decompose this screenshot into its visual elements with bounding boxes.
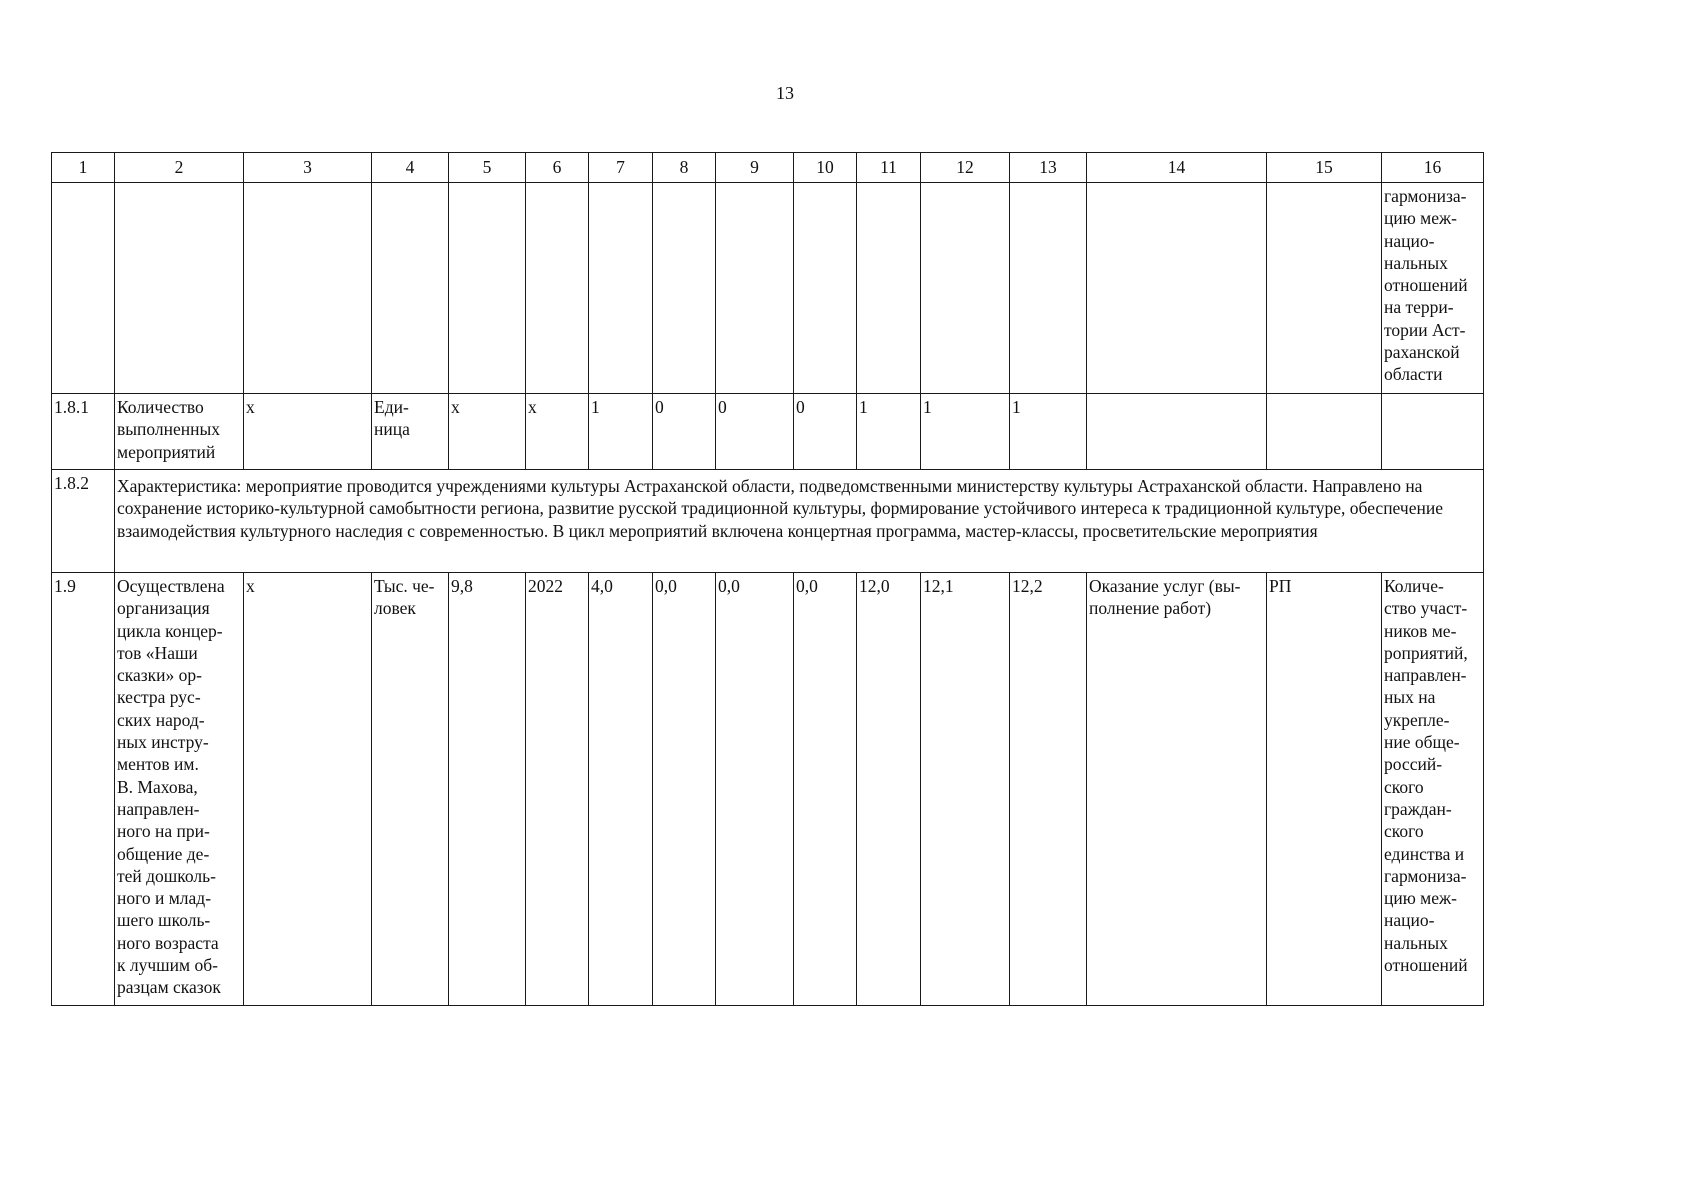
cell-col-6: x [526, 394, 589, 470]
cell-col-15 [1267, 394, 1382, 470]
indicator-name: Количество выполненных мероприятий [115, 394, 244, 470]
header-cell-1: 1 [52, 153, 115, 183]
cell-col-16 [1382, 394, 1484, 470]
cont-cell-2 [115, 183, 244, 394]
row-number: 1.8.1 [52, 394, 115, 470]
cell-col-13: 1 [1010, 394, 1087, 470]
cont-cell-11 [857, 183, 921, 394]
header-cell-11: 11 [857, 153, 921, 183]
indicator-name: Осуществлена организация цикла концер- тов «Наши сказки» ор- кестра рус- ских народ- ных инстру- ментов им. В. Махова, направлен- ного на при- общение де- тей дошколь- ного и млад- шего школь- ного возраста к лучшим об- разцам сказок [115, 573, 244, 1006]
cell-col-7: 4,0 [589, 573, 653, 1006]
cell-col-3: x [244, 573, 372, 1006]
unit-cell: Еди- ница [372, 394, 449, 470]
cell-col-8: 0 [653, 394, 716, 470]
cont-cell-5 [449, 183, 526, 394]
cell-col-9: 0 [716, 394, 794, 470]
cell-col-10: 0 [794, 394, 857, 470]
cont-cell-9 [716, 183, 794, 394]
cell-col-8: 0,0 [653, 573, 716, 1006]
cell-col-14 [1087, 394, 1267, 470]
row-number: 1.9 [52, 573, 115, 1006]
cell-col-14: Оказание услуг (вы- полнение работ) [1087, 573, 1267, 1006]
cont-cell-3 [244, 183, 372, 394]
header-cell-9: 9 [716, 153, 794, 183]
cont-cell-4 [372, 183, 449, 394]
header-cell-15: 15 [1267, 153, 1382, 183]
cell-col-11: 1 [857, 394, 921, 470]
row-number: 1.8.2 [52, 470, 115, 573]
header-cell-5: 5 [449, 153, 526, 183]
cell-col-5: x [449, 394, 526, 470]
table-header-row [52, 153, 1484, 183]
cont-cell-16-text: гармониза- цию меж- нацио- нальных отношений на терри- тории Аст- раханской области [1382, 183, 1484, 394]
cell-col-15: РП [1267, 573, 1382, 1006]
cell-col-11: 12,0 [857, 573, 921, 1006]
cont-cell-6 [526, 183, 589, 394]
header-cell-16: 16 [1382, 153, 1484, 183]
cont-cell-15 [1267, 183, 1382, 394]
header-cell-13: 13 [1010, 153, 1087, 183]
cont-cell-12 [921, 183, 1010, 394]
header-cell-12: 12 [921, 153, 1010, 183]
cell-col-16: Количе- ство участ- ников ме- роприятий, направлен- ных на укрепле- ние обще- россий- ского граждан- ского единства и гармониза- цию меж- нацио- нальных отношений [1382, 573, 1484, 1006]
cont-cell-8 [653, 183, 716, 394]
table-row-1-8-2 [52, 470, 1484, 573]
header-cell-8: 8 [653, 153, 716, 183]
cell-col-12: 1 [921, 394, 1010, 470]
cell-col-3: x [244, 394, 372, 470]
header-cell-14: 14 [1087, 153, 1267, 183]
cont-cell-1 [52, 183, 115, 394]
table-row-1-9 [52, 573, 1484, 1006]
cell-col-13: 12,2 [1010, 573, 1087, 1006]
header-cell-4: 4 [372, 153, 449, 183]
header-cell-6: 6 [526, 153, 589, 183]
cont-cell-13 [1010, 183, 1087, 394]
page-number: 13 [776, 83, 794, 103]
cell-col-6: 2022 [526, 573, 589, 1006]
cont-cell-7 [589, 183, 653, 394]
header-cell-10: 10 [794, 153, 857, 183]
cell-col-9: 0,0 [716, 573, 794, 1006]
table-row-1-8-1 [52, 394, 1484, 470]
table-row-continuation [52, 183, 1484, 394]
cont-cell-10 [794, 183, 857, 394]
cell-col-5: 9,8 [449, 573, 526, 1006]
header-cell-2: 2 [115, 153, 244, 183]
unit-cell: Тыс. че- ловек [372, 573, 449, 1006]
characteristic-text: Характеристика: мероприятие проводится учреждениями культуры Астраханской области, подведомственными министерству культуры Астраханской области. Направлено на сохранение историко-культурной самобытности региона, развитие русской традиционной культуры, формирование устойчивого интереса к традиционной культуре, обеспечение взаимодействия культурного наследия с современностью. В цикл мероприятий включена концертная программа, мастер-классы, просветительские мероприятия [115, 470, 1484, 573]
header-cell-3: 3 [244, 153, 372, 183]
cell-col-10: 0,0 [794, 573, 857, 1006]
indicators-table [51, 152, 1484, 1006]
cell-col-7: 1 [589, 394, 653, 470]
cont-cell-14 [1087, 183, 1267, 394]
header-cell-7: 7 [589, 153, 653, 183]
cell-col-12: 12,1 [921, 573, 1010, 1006]
